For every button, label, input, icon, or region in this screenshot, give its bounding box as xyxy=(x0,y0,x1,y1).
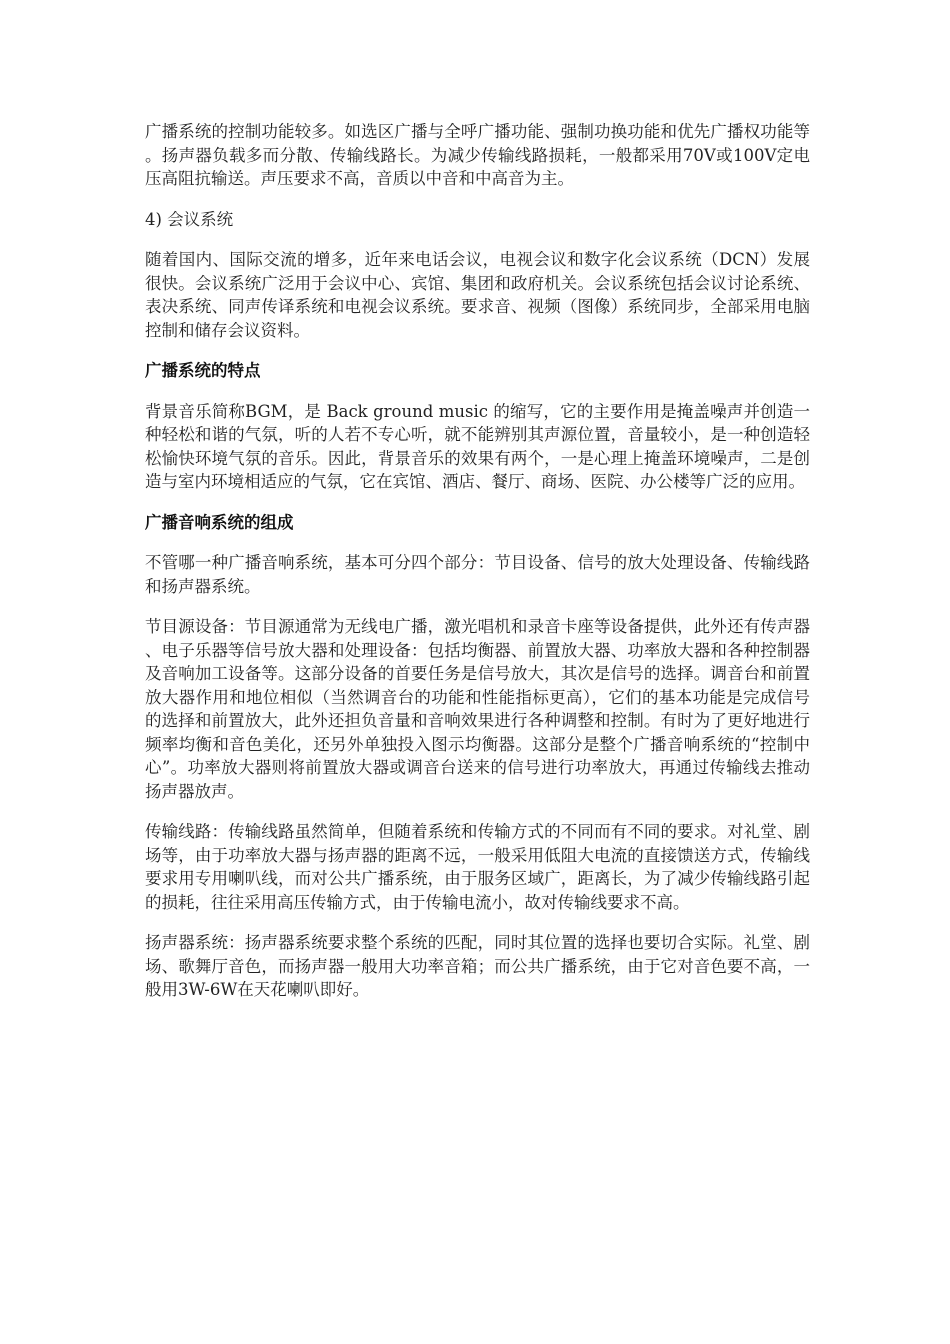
paragraph-transmission-line: 传输线路：传输线路虽然简单，但随着系统和传输方式的不同而有不同的要求。对礼堂、剧场等，由于功率放大器与扬声器的距离不远，一般采用低阻大电流的直接馈送方式，传输线要求用专用喇叭线，而对公共广播系统，由于服务区域广，距离长，为了减少传输线路引起的损耗，往往采用高压传输方式，由于传输电流小，故对传输线要求不高。 xyxy=(145,822,810,912)
heading-system-composition: 广播音响系统的组成 xyxy=(145,512,294,532)
heading-broadcast-features: 广播系统的特点 xyxy=(145,361,261,380)
document-page xyxy=(145,120,810,1019)
paragraph-conference-system: 随着国内、国际交流的增多，近年来电话会议，电视会议和数字化会议系统（DCN）发展很快。会议系统广泛用于会议中心、宾馆、集团和政府机关。会议系统包括会议讨论系统、表决系统、同声传译系统和电视会议系统。要求音、视频（图像）系统同步，全部采用电脑控制和储存会议资料。 xyxy=(145,250,810,340)
paragraph-speaker-system: 扬声器系统：扬声器系统要求整个系统的匹配，同时其位置的选择也要切合实际。礼堂、剧场、歌舞厅音色，而扬声器一般用大功率音箱；而公共广播系统，由于它对音色要不高，一般用3W-6W在天花喇叭即好。 xyxy=(145,933,810,999)
paragraph-program-source: 节目源设备：节目源通常为无线电广播，激光唱机和录音卡座等设备提供，此外还有传声器、电子乐器等信号放大器和处理设备：包括均衡器、前置放大器、功率放大器和各种控制器及音响加工设备等。这部分设备的首要任务是信号放大，其次是信号的选择。调音台和前置放大器作用和地位相似（当然调音台的功能和性能指标更高），它们的基本功能是完成信号的选择和前置放大，此外还担负音量和音响效果进行各种调整和控制。有时为了更好地进行频率均衡和音色美化，还另外单独投入图示均衡器。这部分是整个广播音响系统的“控制中心”。功率放大器则将前置放大器或调音台送来的信号进行功率放大，再通过传输线去推动扬声器放声。 xyxy=(145,617,810,801)
paragraph-broadcast-control: 广播系统的控制功能较多。如选区广播与全呼广播功能、强制功换功能和优先广播权功能等。扬声器负载多而分散、传输线路长。为减少传输线路损耗，一般都采用70V或100V定电压高阻抗输送。声压要求不高，音质以中音和中高音为主。 xyxy=(145,122,810,188)
paragraph-background-music: 背景音乐简称BGM，是 Back ground music 的缩写，它的主要作用是掩盖噪声并创造一种轻松和谐的气氛，听的人若不专心听，就不能辨别其声源位置，音量较小，是一种创造轻松愉快环境气氛的音乐。因此，背景音乐的效果有两个，一是心理上掩盖环境噪声，二是创造与室内环境相适应的气氛，它在宾馆、酒店、餐厅、商场、医院、办公楼等广泛的应用。 xyxy=(145,401,810,491)
section-conference-system-label: 4) 会议系统 xyxy=(145,209,234,229)
paragraph-four-parts: 不管哪一种广播音响系统，基本可分四个部分：节目设备、信号的放大处理设备、传输线路和扬声器系统。 xyxy=(145,553,810,596)
